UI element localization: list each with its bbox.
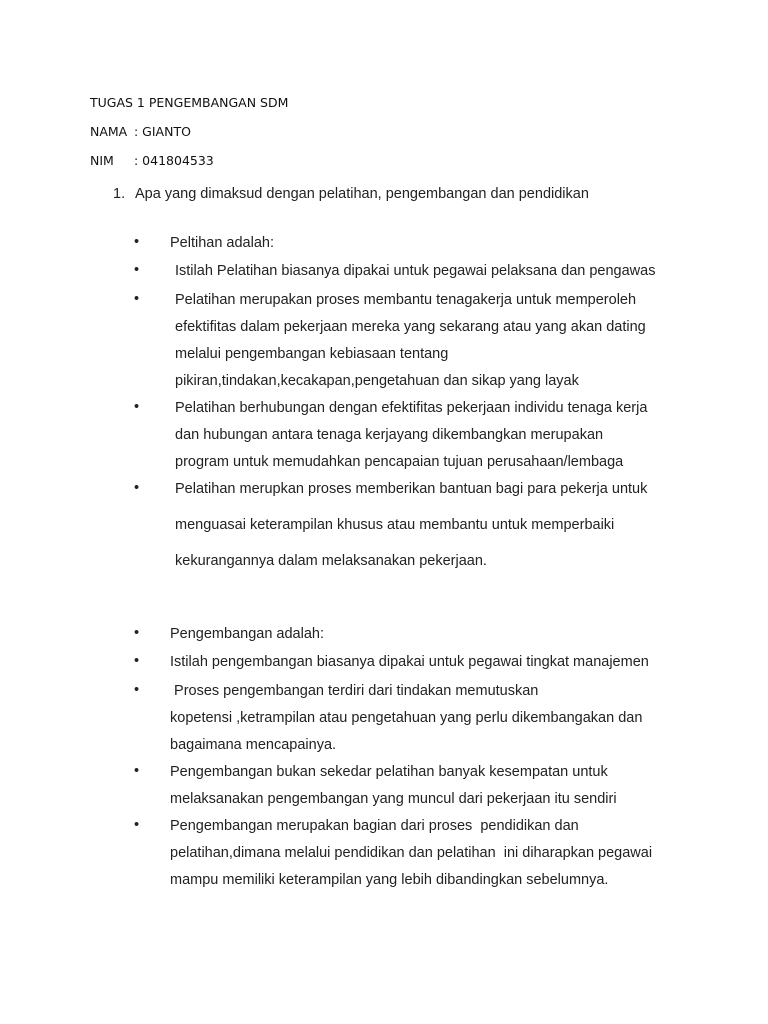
bullet-icon: • — [134, 763, 140, 779]
item-line: program untuk memudahkan pencapaian tujuan perusahaan/lembaga — [175, 454, 624, 470]
question-1 — [113, 186, 589, 202]
bullet-icon: • — [134, 653, 140, 669]
name-label: NAMA — [90, 124, 128, 139]
item-line: Istilah Pelatihan biasanya dipakai untuk pegawai pelaksana dan pengawas — [175, 263, 656, 279]
bullet-icon: • — [134, 399, 140, 415]
item-line: pelatihan,dimana melalui pendidikan dan pelatihan ini diharapkan pegawai — [170, 845, 653, 861]
nim-value: : 041804533 — [134, 153, 214, 168]
question-number: 1. — [113, 186, 126, 202]
item-line: Pelatihan merupkan proses memberikan bantuan bagi para pekerja untuk — [175, 481, 648, 497]
document-title: TUGAS 1 PENGEMBANGAN SDM — [90, 95, 289, 110]
pengembangan-heading: Pengembangan adalah: — [170, 626, 324, 642]
item-line: Proses pengembangan terdiri dari tindakan memutuskan — [170, 683, 539, 699]
bullet-icon: • — [134, 682, 140, 698]
bullet-icon: • — [134, 817, 140, 833]
item-line: dan hubungan antara tenaga kerjayang dikembangkan merupakan — [175, 427, 604, 443]
item-line: kopetensi ,ketrampilan atau pengetahuan yang perlu dikembangakan dan — [170, 710, 643, 726]
item-line: menguasai keterampilan khusus atau membantu untuk memperbaiki — [175, 517, 615, 533]
item-line: Istilah pengembangan biasanya dipakai untuk pegawai tingkat manajemen — [170, 654, 649, 670]
bullet-icon: • — [134, 480, 140, 496]
item-line: pikiran,tindakan,kecakapan,pengetahuan dan sikap yang layak — [175, 373, 579, 389]
item-line: kekurangannya dalam melaksanakan pekerjaan. — [175, 553, 487, 569]
bullet-icon: • — [134, 262, 140, 278]
item-line: Pelatihan berhubungan dengan efektifitas pekerjaan individu tenaga kerja — [175, 400, 648, 416]
nim-label: NIM — [90, 153, 114, 168]
name-row — [90, 124, 191, 139]
item-line: melaksanakan pengembangan yang muncul dari pekerjaan itu sendiri — [170, 791, 617, 807]
question-text: Apa yang dimaksud dengan pelatihan, pengembangan dan pendidikan — [135, 186, 589, 202]
name-value: : GIANTO — [134, 124, 191, 139]
item-line: bagaimana mencapainya. — [170, 737, 337, 753]
pelatihan-heading: Peltihan adalah: — [170, 235, 274, 251]
bullet-icon: • — [134, 234, 140, 250]
item-line: Pengembangan bukan sekedar pelatihan banyak kesempatan untuk — [170, 764, 608, 780]
item-line: Pelatihan merupakan proses membantu tenagakerja untuk memperoleh — [175, 292, 637, 308]
item-line: Pengembangan merupakan bagian dari proses pendidikan dan — [170, 818, 579, 834]
item-line: mampu memiliki keterampilan yang lebih dibandingkan sebelumnya. — [170, 872, 609, 888]
bullet-icon: • — [134, 291, 140, 307]
item-line: efektifitas dalam pekerjaan mereka yang sekarang atau yang akan dating — [175, 319, 646, 335]
item-line: melalui pengembangan kebiasaan tentang — [175, 346, 449, 362]
bullet-icon: • — [134, 625, 140, 641]
nim-row — [90, 153, 214, 168]
